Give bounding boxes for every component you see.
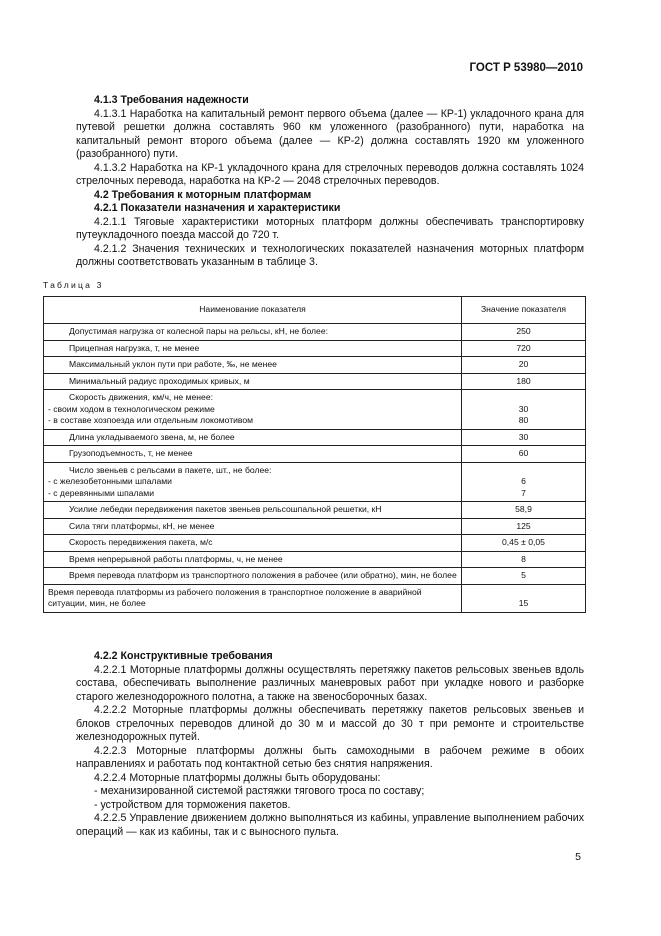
indicator-name-cell	[44, 584, 462, 612]
indicator-value: 0,45 ± 0,05	[502, 537, 545, 547]
indicator-value: 80	[518, 415, 529, 425]
paragraph-4-2-2-1: 4.2.2.1 Моторные платформы должны осуществлять перетяжку пакетов рельсовых звеньев вдоль состава, обеспечивать выполнение различных маневровых работ при укладке нового и разборке старого железнодорожного полотна, а также на звеносборочных базах.	[76, 663, 584, 703]
indicator-name-cell	[44, 390, 462, 430]
paragraph-4-2-2-2: 4.2.2.2 Моторные платформы должны обеспечивать перетяжку пакетов рельсовых звеньев и блоков стрелочных переводов длиной до 30 м и массой до 30 т при ремонте и строительстве железнодорожных путей.	[76, 704, 584, 743]
standard-number: ГОСТ Р 53980—2010	[469, 62, 583, 74]
heading-4-2-2: 4.2.2 Конструктивные требования	[94, 650, 273, 662]
table-row	[44, 340, 586, 357]
indicator-value-cell	[462, 462, 586, 502]
indicator-value-cell	[462, 429, 586, 446]
table-row	[44, 518, 586, 535]
indicator-name-line: Грузоподъемность, т, не менее	[69, 448, 193, 458]
indicator-name-cell	[44, 462, 462, 502]
indicator-value: 30	[518, 431, 529, 442]
table-row	[44, 568, 586, 585]
paragraph-4-2-1-2: 4.2.1.2 Значения технических и технологических показателей назначения моторных платформ должны соответствовать указанным в таблице 3.	[76, 242, 584, 268]
indicator-name-line: Время перевода платформы из рабочего положения в транспортное положение в аварийной ситуации, мин, не более	[48, 586, 422, 608]
indicator-name-line: Сила тяги платформы, кН, не менее	[69, 520, 215, 531]
indicator-value-cell	[462, 324, 586, 341]
paragraph-4-1-3-2: 4.1.3.2 Наработка на КР-1 укладочного крана для стрелочных переводов должна составлять 1024 стрелочных перевода, наработка на КР-2 — 2048 стрелочных переводов.	[76, 161, 584, 187]
page-number: 5	[575, 851, 581, 863]
indicator-name-cell	[44, 518, 462, 535]
indicator-value: 58,9	[515, 504, 532, 514]
indicator-name-line: Число звеньев с рельсами в пакете, шт., не более:	[69, 464, 272, 475]
paragraph-4-2-1-1: 4.2.1.1 Тяговые характеристики моторных платформ должны обеспечивать транспортировку путеукладочного поезда массой до 720 т.	[76, 215, 584, 241]
indicator-value: 125	[516, 520, 531, 531]
table-row	[44, 357, 586, 374]
table-row	[44, 429, 586, 446]
indicator-name-line: Скорость движения, км/ч, не менее:	[69, 392, 213, 402]
indicator-name-line: - с деревянными шпалами	[48, 487, 155, 498]
table-row	[44, 373, 586, 390]
indicator-value: 720	[516, 342, 531, 353]
indicator-value: 250	[516, 326, 531, 336]
table-row	[44, 535, 586, 552]
indicator-name-line: Допустимая нагрузка от колесной пары на рельсы, кН, не более:	[69, 326, 329, 336]
indicator-name-cell	[44, 551, 462, 568]
indicator-value: 30	[518, 403, 529, 414]
indicator-value: 7	[521, 487, 526, 498]
indicator-name-cell	[44, 446, 462, 463]
section-4-2-2	[76, 650, 584, 839]
table-row	[44, 390, 586, 430]
indicator-name-line: Усилие лебедки передвижения пакетов звеньев рельсошпальной решетки, кН	[69, 504, 382, 514]
indicator-value: 8	[521, 553, 526, 564]
indicator-value-cell	[462, 373, 586, 390]
indicator-name-line: Скорость передвижения пакета, м/с	[69, 537, 213, 547]
indicator-name-line: - в составе хозпоезда или отдельным локомотивом	[48, 415, 254, 425]
indicator-value: 180	[516, 375, 531, 386]
indicator-value: 60	[518, 448, 529, 458]
indicator-value: 6	[521, 476, 526, 486]
table-row	[44, 324, 586, 341]
indicator-value-cell	[462, 551, 586, 568]
indicator-name-line: Время перевода платформ из транспортного положения в рабочее (или обратно), мин, не более	[69, 570, 457, 580]
column-header-value: Значение показателя	[462, 297, 586, 324]
indicator-value-cell	[462, 390, 586, 430]
column-header-name: Наименование показателя	[44, 297, 462, 324]
indicator-name-line: Время непрерывной работы платформы, ч, не менее	[69, 553, 283, 564]
indicator-name-line: Минимальный радиус проходимых кривых, м	[69, 375, 250, 386]
indicator-value-cell	[462, 535, 586, 552]
indicator-name-cell	[44, 373, 462, 390]
table-header-row	[44, 297, 586, 324]
table-row	[44, 584, 586, 612]
indicator-value-cell	[462, 568, 586, 585]
indicator-name-cell	[44, 502, 462, 519]
indicator-value: 20	[518, 359, 529, 369]
indicator-name-cell	[44, 568, 462, 585]
bullet-braking-device: - устройством для торможения пакетов.	[94, 798, 291, 811]
bullet-winch-system: - механизированной системой растяжки тягового троса по составу;	[94, 785, 425, 797]
indicator-name-cell	[44, 357, 462, 374]
table-row	[44, 446, 586, 463]
indicator-name-line: - с железобетонными шпалами	[48, 476, 172, 486]
section-4-1-3	[76, 94, 584, 270]
indicator-name-line: Длина укладываемого звена, м, не более	[69, 431, 235, 442]
indicator-value: 15	[518, 598, 529, 608]
indicator-value-cell	[462, 340, 586, 357]
paragraph-4-2-2-3: 4.2.2.3 Моторные платформы должны быть самоходными в рабочем режиме в обоих направлениях и работать под контактной сетью без снятия напряжения.	[76, 744, 584, 770]
indicator-value-cell	[462, 446, 586, 463]
indicator-name-line: Максимальный уклон пути при работе, ‰, не менее	[69, 359, 277, 369]
paragraph-4-2-2-5: 4.2.2.5 Управление движением должно выполняться из кабины, управление выполнением рабочих операций — как из кабины, так и с выносного пульта.	[76, 812, 584, 838]
table-row	[44, 462, 586, 502]
table-row	[44, 551, 586, 568]
indicator-name-line: Прицепная нагрузка, т, не менее	[69, 342, 200, 353]
heading-4-2: 4.2 Требования к моторным платформам	[94, 188, 312, 201]
indicator-value-cell	[462, 518, 586, 535]
paragraph-4-2-2-4: 4.2.2.4 Моторные платформы должны быть оборудованы:	[94, 771, 381, 784]
table-3	[43, 296, 586, 613]
indicator-value-cell	[462, 357, 586, 374]
heading-4-2-1: 4.2.1 Показатели назначения и характеристики	[94, 202, 341, 214]
indicator-value-cell	[462, 584, 586, 612]
table-caption: Таблица 3	[43, 280, 104, 290]
indicator-name-cell	[44, 324, 462, 341]
heading-4-1-3: 4.1.3 Требования надежности	[94, 94, 249, 106]
indicator-name-cell	[44, 535, 462, 552]
indicator-name-cell	[44, 340, 462, 357]
indicator-value: 5	[521, 570, 526, 580]
table-row	[44, 502, 586, 519]
indicator-name-cell	[44, 429, 462, 446]
indicator-name-line: - своим ходом в технологическом режиме	[48, 403, 215, 414]
indicator-value-cell	[462, 502, 586, 519]
paragraph-4-1-3-1: 4.1.3.1 Наработка на капитальный ремонт первого объема (далее — КР-1) укладочного крана для путевой решетки должна составлять 960 км уложенного (разобранного) пути, наработка на капитальный ремонт второго объема (далее — КР-2) должна составлять 1920 км уложенного (разобранного) пути.	[76, 107, 584, 160]
